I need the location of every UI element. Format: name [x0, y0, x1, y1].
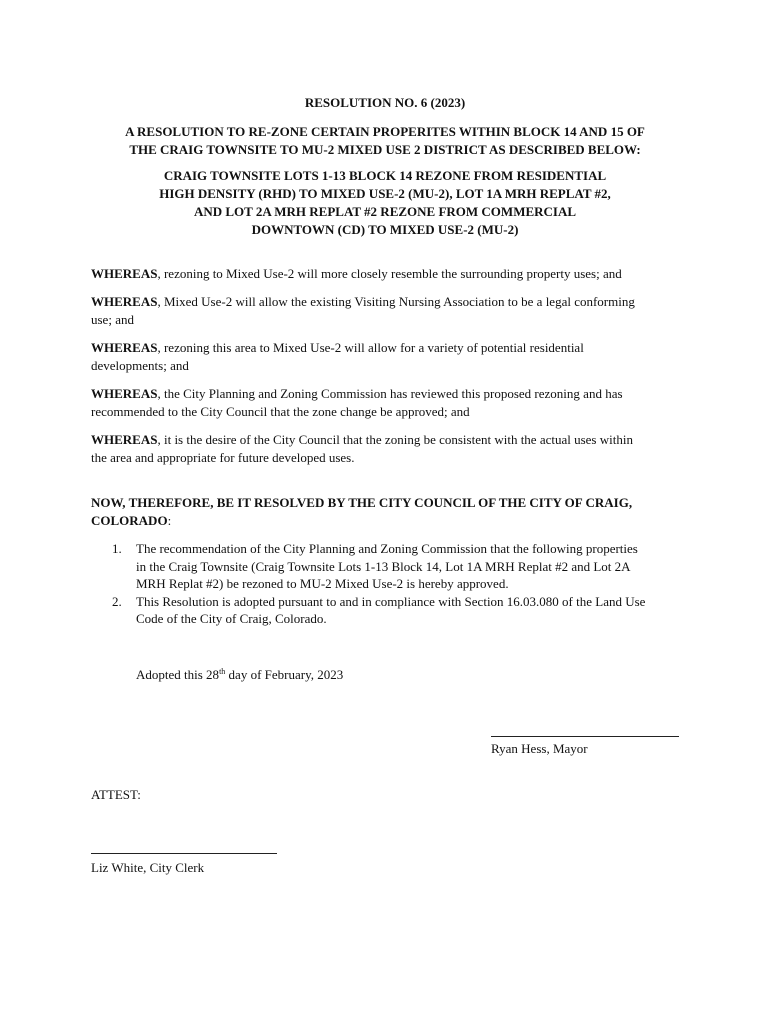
clause-text: the area and appropriate for future developed uses.	[91, 450, 355, 465]
item-line: Code of the City of Craig, Colorado.	[136, 611, 327, 626]
item-line: This Resolution is adopted pursuant to and in compliance with Section 16.03.080 of the Land Use	[136, 593, 646, 609]
title-line: THE CRAIG TOWNSITE TO MU-2 MIXED USE 2 DISTRICT AS DESCRIBED BELOW:	[129, 142, 641, 157]
clause-text: , rezoning to Mixed Use-2 will more closely resemble the surrounding property uses; and	[157, 266, 622, 281]
whereas-clause-4	[91, 385, 681, 421]
adoption-date	[136, 666, 343, 684]
clause-text: use; and	[91, 312, 134, 327]
clause-text: , it is the desire of the City Council that the zoning be consistent with the actual uses within	[157, 432, 633, 447]
whereas-label: WHEREAS	[91, 266, 158, 281]
item-number: 1.	[112, 541, 122, 556]
resolution-items	[91, 540, 681, 628]
whereas-label: WHEREAS	[91, 386, 158, 401]
clerk-name: Liz White, City Clerk	[91, 860, 205, 875]
clerk-signature-line	[91, 853, 277, 854]
resolved-line: COLORADO	[91, 513, 168, 528]
whereas-clause-5	[91, 431, 681, 467]
adopted-suffix: day of February, 2023	[225, 667, 344, 682]
attest-label: ATTEST:	[91, 787, 141, 802]
description-line: DOWNTOWN (CD) TO MIXED USE-2 (MU-2)	[251, 222, 519, 237]
whereas-label: WHEREAS	[91, 432, 158, 447]
clause-text: , Mixed Use-2 will allow the existing Visiting Nursing Association to be a legal conforming	[157, 294, 635, 309]
mayor-name: Ryan Hess, Mayor	[491, 741, 588, 756]
item-line: in the Craig Townsite (Craig Townsite Lots 1-13 Block 14, Lot 1A MRH Replat #2 and Lot 2A	[136, 558, 631, 574]
resolved-colon: :	[167, 513, 172, 528]
item-number: 2.	[112, 593, 122, 609]
clause-text: developments; and	[91, 358, 189, 373]
description-line: HIGH DENSITY (RHD) TO MIXED USE-2 (MU-2), LOT 1A MRH REPLAT #2,	[159, 186, 611, 201]
list-item	[91, 540, 681, 593]
resolved-heading	[91, 494, 691, 530]
whereas-label: WHEREAS	[91, 340, 158, 355]
item-line: MRH Replat #2) be rezoned to MU-2 Mixed Use-2 is hereby approved.	[136, 576, 509, 591]
whereas-label: WHEREAS	[91, 294, 158, 309]
list-item	[91, 593, 681, 628]
description-line: AND LOT 2A MRH REPLAT #2 REZONE FROM COMMERCIAL	[193, 204, 577, 219]
clause-text: , rezoning this area to Mixed Use-2 will allow for a variety of potential residential	[157, 340, 584, 355]
item-line: The recommendation of the City Planning and Zoning Commission that the following properties	[136, 541, 638, 556]
description-line: CRAIG TOWNSITE LOTS 1-13 BLOCK 14 REZONE FROM RESIDENTIAL	[163, 168, 607, 183]
resolution-number: RESOLUTION NO. 6 (2023)	[304, 95, 466, 110]
whereas-clause-3	[91, 339, 681, 375]
clause-text: , the City Planning and Zoning Commission has reviewed this proposed rezoning and has	[157, 386, 623, 401]
title-line: A RESOLUTION TO RE-ZONE CERTAIN PROPERITES WITHIN BLOCK 14 AND 15 OF	[125, 124, 645, 139]
rezone-description	[0, 167, 770, 239]
adopted-prefix: Adopted this 28	[136, 667, 220, 682]
whereas-clause-2	[91, 293, 681, 329]
clause-text: recommended to the City Council that the zone change be approved; and	[91, 404, 470, 419]
ordinal-suffix: th	[219, 667, 226, 676]
whereas-clause-1	[91, 265, 681, 283]
resolution-title	[0, 123, 770, 159]
mayor-signature-line	[491, 736, 679, 737]
resolved-line: NOW, THEREFORE, BE IT RESOLVED BY THE CITY COUNCIL OF THE CITY OF CRAIG,	[91, 495, 633, 510]
